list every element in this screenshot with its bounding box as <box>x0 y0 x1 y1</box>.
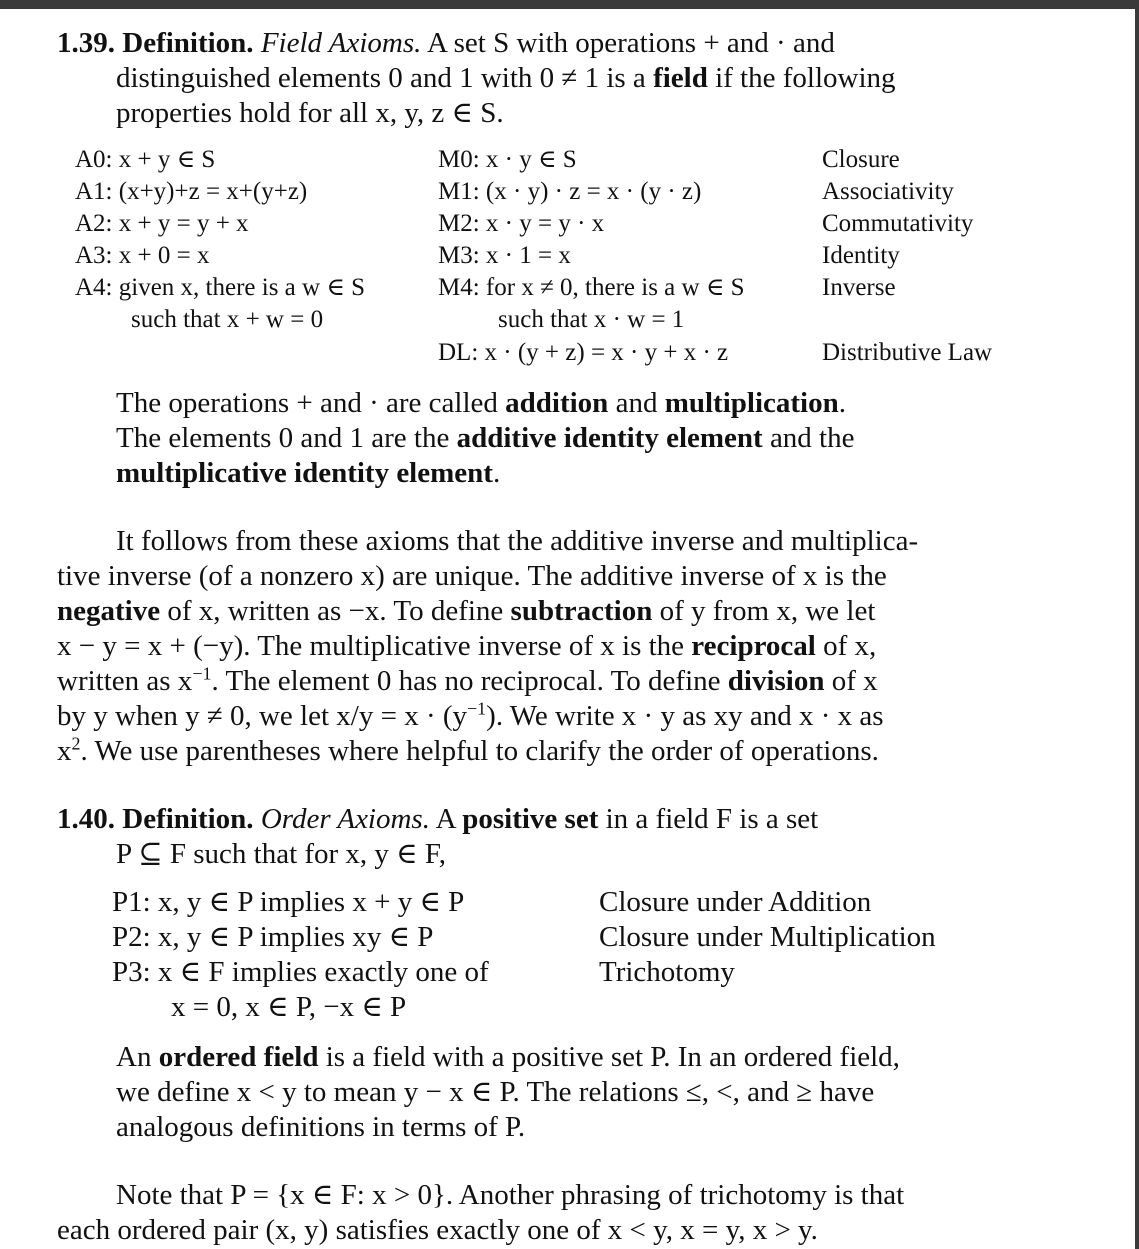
axiom-M4: M4: for x ≠ 0, there is a w ∈ S <box>438 274 745 301</box>
ops-line3-end: . <box>492 457 501 489</box>
term-positive-set: positive set <box>462 803 599 835</box>
term-multiplication: multiplication <box>664 387 839 419</box>
superscript-minus-one-2: −1 <box>467 698 487 719</box>
def140-title: Order Axioms. <box>260 803 430 835</box>
order-name-closure-multiplication: Closure under Multiplication <box>599 921 936 953</box>
ops-line1-and: and <box>608 387 665 419</box>
term-field: field <box>653 62 708 94</box>
term-reciprocal: reciprocal <box>691 630 816 662</box>
ops-line3 <box>116 456 500 490</box>
order-name-closure-addition: Closure under Addition <box>599 886 872 918</box>
ordered-line1 <box>116 1040 900 1074</box>
term-additive-identity: additive identity element <box>456 422 763 454</box>
superscript-two: 2 <box>71 733 81 754</box>
def140-heading <box>57 802 818 836</box>
def139-line2-end: if the following <box>707 62 896 94</box>
window-right-border <box>1135 0 1139 1249</box>
axiom-A2: A2: x + y = y + x <box>75 210 249 237</box>
axiom-M1: M1: (x · y) · z = x · (y · z) <box>438 178 702 205</box>
axiom-A0: A0: x + y ∈ S <box>75 146 216 173</box>
axiom-name-distributive: Distributive Law <box>822 339 993 366</box>
para1-line4-end: of x, <box>815 630 877 662</box>
window-top-border <box>0 0 1139 9</box>
ordered-line1-a: An <box>116 1041 159 1073</box>
superscript-minus-one: −1 <box>192 663 212 684</box>
para1-line3 <box>57 594 875 628</box>
order-P3-cont: x = 0, x ∈ P, −x ∈ P <box>171 991 407 1023</box>
order-P1: P1: x, y ∈ P implies x + y ∈ P <box>112 886 465 918</box>
ops-line2-end: and the <box>762 422 855 454</box>
axiom-A3: A3: x + 0 = x <box>75 242 210 269</box>
axiom-M3: M3: x · 1 = x <box>438 242 571 269</box>
def139-line3: properties hold for all x, y, z ∈ S. <box>116 97 504 129</box>
axiom-name-closure: Closure <box>822 146 900 173</box>
def139-title: Field Axioms. <box>260 27 422 59</box>
para1-line7 <box>57 734 879 768</box>
axiom-DL: DL: x · (y + z) = x · y + x · z <box>438 339 729 366</box>
ops-line1-end: . <box>838 387 846 419</box>
axiom-A4-cont: such that x + w = 0 <box>131 306 324 333</box>
para1-line6 <box>57 699 884 733</box>
order-P2: P2: x, y ∈ P implies xy ∈ P <box>112 921 434 953</box>
order-P3: P3: x ∈ F implies exactly one of <box>112 956 489 988</box>
para1-line3-end: of y from x, we let <box>652 595 876 627</box>
para1-line1: It follows from these axioms that the additive inverse and multiplica- <box>116 525 919 557</box>
para1-line4 <box>57 629 876 663</box>
def140-line1-a: A <box>429 803 463 835</box>
ops-line1 <box>116 386 846 420</box>
para1-line5 <box>57 664 878 698</box>
def140-number: 1.40. Definition. <box>57 803 254 835</box>
ops-line1-text: The operations + and · are called <box>116 387 506 419</box>
ordered-line2: we define x < y to mean y − x ∈ P. The relations ≤, <, and ≥ have <box>116 1076 875 1108</box>
note-line2: each ordered pair (x, y) satisfies exactly one of x < y, x = y, x > y. <box>57 1214 818 1246</box>
para1-line2: tive inverse (of a nonzero x) are unique. The additive inverse of x is the <box>57 560 887 592</box>
para1-line7-text: . We use parentheses where helpful to clarify the order of operations. <box>80 735 879 767</box>
axiom-A4: A4: given x, there is a w ∈ S <box>75 274 365 301</box>
axiom-name-commutativity: Commutativity <box>822 210 974 237</box>
para1-line5-text: written as x <box>57 665 193 697</box>
def140-line1-end: in a field F is a set <box>598 803 819 835</box>
def139-number: 1.39. Definition. <box>57 27 254 59</box>
para1-line3-text: of x, written as −x. To define <box>160 595 511 627</box>
order-name-trichotomy: Trichotomy <box>599 956 735 988</box>
note-line1: Note that P = {x ∈ F: x > 0}. Another phrasing of trichotomy is that <box>116 1179 905 1211</box>
term-division: division <box>727 665 825 697</box>
axiom-A1: A1: (x+y)+z = x+(y+z) <box>75 178 308 205</box>
ops-line2 <box>116 421 855 455</box>
term-ordered-field: ordered field <box>158 1041 319 1073</box>
term-subtraction: subtraction <box>510 595 653 627</box>
ordered-line3: analogous definitions in terms of P. <box>116 1111 526 1143</box>
term-negative: negative <box>57 595 161 627</box>
para1-line4-text: x − y = x + (−y). The multiplicative inverse of x is the <box>57 630 692 662</box>
para1-line5-mid: . The element 0 has no reciprocal. To define <box>211 665 728 697</box>
def139-line2-text: distinguished elements 0 and 1 with 0 ≠ 1 is a <box>116 62 654 94</box>
def139-heading <box>57 26 835 60</box>
term-addition: addition <box>505 387 609 419</box>
def139-line2 <box>116 61 896 95</box>
term-multiplicative-identity: multiplicative identity element <box>116 457 493 489</box>
axiom-name-inverse: Inverse <box>822 274 896 301</box>
axiom-name-identity: Identity <box>822 242 900 269</box>
para1-line7-x: x <box>57 735 72 767</box>
para1-line6-text: by y when y ≠ 0, we let x/y = x · (y <box>57 700 468 732</box>
ordered-line1-text: is a field with a positive set P. In an ordered field, <box>318 1041 900 1073</box>
def140-line2: P ⊆ F such that for x, y ∈ F, <box>116 838 446 870</box>
axiom-M4-cont: such that x · w = 1 <box>498 306 685 333</box>
def139-line1: A set S with operations + and · and <box>421 27 835 59</box>
axiom-M0: M0: x · y ∈ S <box>438 146 577 173</box>
para1-line6-end: ). We write x · y as xy and x · x as <box>486 700 884 732</box>
axiom-name-associativity: Associativity <box>822 178 954 205</box>
para1-line5-end: of x <box>824 665 878 697</box>
ops-line2-text: The elements 0 and 1 are the <box>116 422 457 454</box>
axiom-M2: M2: x · y = y · x <box>438 210 605 237</box>
